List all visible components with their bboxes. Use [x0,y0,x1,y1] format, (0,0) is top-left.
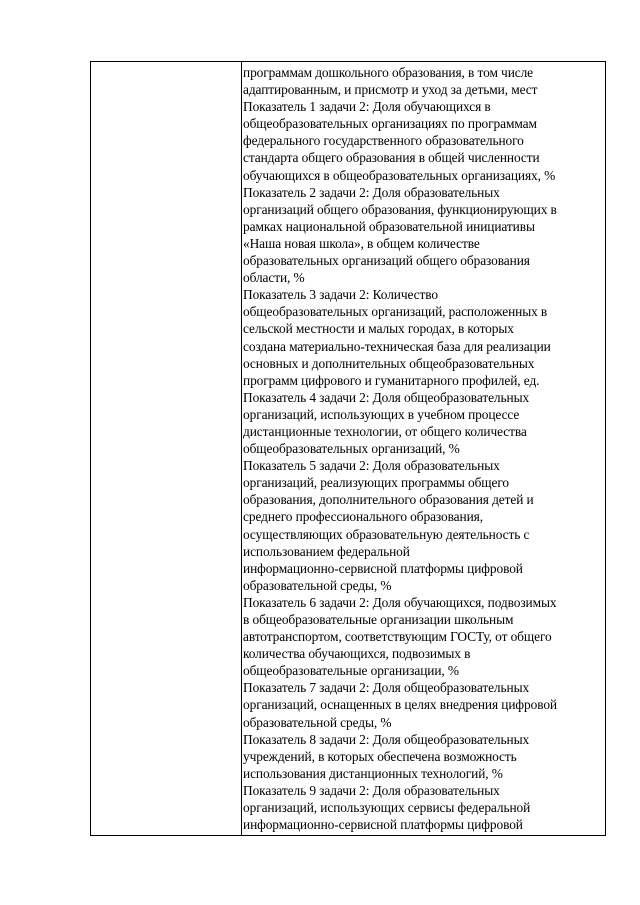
table-text-line: Показатель 5 задачи 2: Доля образовательных [243,458,500,474]
table-text-line: использования дистанционных технологий, % [243,765,503,781]
table-text-line: программам дошкольного образования, в том числе [243,65,534,80]
table-text-line: информационно-сервисной платформы цифровой [243,560,523,576]
table-text-line: рамках национальной образовательной инициативы [243,218,535,234]
table-text-line: Показатель 8 задачи 2: Доля общеобразовательных [243,731,530,747]
table-text-line: программ цифрового и гуманитарного профилей, ед. [243,372,540,388]
table-text-line: образовательных организаций общего образования [243,253,530,269]
table-text-line: осуществляющих образовательную деятельность с [243,526,530,542]
table-text-line: учреждений, в которых обеспечена возможность [243,748,517,764]
table-text-line: общеобразовательных организаций, % [243,441,460,457]
table-text-line: дистанционные технологии, от общего количества [243,423,527,439]
table-left-cell [91,62,241,835]
table-text-line: организаций, использующих сервисы федеральной [243,800,531,816]
table-right-cell [243,64,605,833]
table-text-line: области, % [243,270,305,286]
table-text-line: общеобразовательных организаций, расположенных в [243,304,548,320]
table-text-line: «Наша новая школа», в общем количестве [243,235,480,251]
indicator-table [90,61,606,836]
table-text-line: организаций, использующих в учебном процессе [243,406,520,422]
table-text-line: Показатель 3 задачи 2: Количество [243,287,439,303]
table-text-line: образования, дополнительного образования детей и [243,492,534,508]
table-text-line: организаций, реализующих программы общего [243,475,510,491]
table-text-line: Показатель 7 задачи 2: Доля общеобразовательных [243,680,530,696]
table-text-line: в общеобразовательные организации школьным [243,612,514,627]
table-text-line: использованием федеральной [243,543,410,559]
table-text-line: количества обучающихся, подвозимых в [243,646,471,662]
table-text-line: организаций, оснащенных в целях внедрения цифровой [243,697,557,713]
table-text-line: среднего профессионального образования, [243,509,483,525]
table-text-line: федерального государственного образовательного [243,133,524,149]
table-text-line: автотранспортом, соответствующим ГОСТу, от общего [243,629,552,645]
table-text-line: сельской местности и малых городах, в которых [243,321,514,337]
table-text-line: информационно-сервисной платформы цифровой [243,817,523,833]
table-text-line: Показатель 1 задачи 2: Доля обучающихся в [243,99,491,115]
table-text-line: организаций общего образования, функционирующих в [243,201,557,217]
table-text-line: обучающихся в общеобразовательных организациях, % [243,167,556,183]
table-text-line: создана материально-техническая база для реализации [243,338,551,354]
table-column-divider [241,62,242,835]
table-text-line: образовательной среды, % [243,577,392,593]
table-text-line: общеобразовательные организации, % [243,663,459,679]
table-text-line: Показатель 4 задачи 2: Доля общеобразовательных [243,389,530,405]
table-text-line: Показатель 9 задачи 2: Доля образовательных [243,782,500,798]
table-text-line: адаптированным, и присмотр и уход за детьми, мест [243,82,538,98]
table-text-line: основных и дополнительных общеобразовательных [243,355,535,371]
table-text-line: образовательной среды, % [243,714,392,730]
table-text-line: Показатель 2 задачи 2: Доля образовательных [243,184,500,200]
table-text-line: стандарта общего образования в общей численности [243,150,540,166]
table-text-line: общеобразовательных организациях по программам [243,116,537,132]
table-text-line: Показатель 6 задачи 2: Доля обучающихся, подвозимых [243,594,557,610]
